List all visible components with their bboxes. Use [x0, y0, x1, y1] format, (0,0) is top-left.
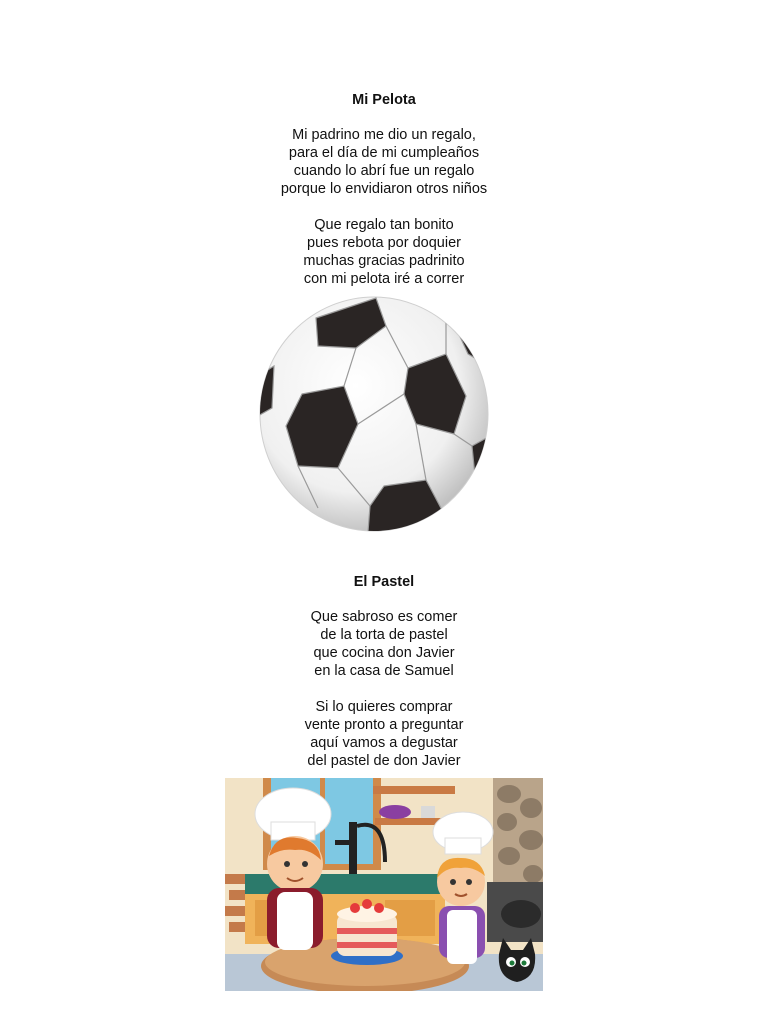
poem-line: cuando lo abrí fue un regalo: [293, 163, 475, 179]
poem-stanza: [0, 698, 768, 770]
poem-line: Mi padrino me dio un regalo,: [292, 127, 476, 143]
poem-line: muchas gracias padrinito: [303, 253, 465, 269]
kitchen-chefs-cake-illustration: [225, 778, 543, 991]
soccer-ball-icon: [258, 296, 490, 532]
poem-line: aquí vamos a degustar: [310, 735, 458, 751]
poem-line: con mi pelota iré a correr: [303, 271, 465, 287]
poem-line: vente pronto a preguntar: [304, 717, 464, 733]
poem-line: que cocina don Javier: [313, 645, 455, 661]
poem-stanza: [0, 608, 768, 680]
poem-stanza: [0, 126, 768, 198]
poem-el-pastel: [0, 573, 768, 770]
poem-line: pues rebota por doquier: [307, 235, 461, 251]
poem-title: El Pastel: [353, 574, 415, 590]
poem-line: en la casa de Samuel: [314, 663, 454, 679]
poem-mi-pelota: [0, 91, 768, 288]
poem-line: del pastel de don Javier: [307, 753, 461, 769]
poem-title: Mi Pelota: [352, 92, 416, 108]
poem-stanza: [0, 216, 768, 288]
poem-line: Si lo quieres comprar: [315, 699, 453, 715]
poem-line: Que regalo tan bonito: [314, 217, 454, 233]
poem-line: de la torta de pastel: [320, 627, 448, 643]
poem-line: porque lo envidiaron otros niños: [280, 181, 488, 197]
poem-line: para el día de mi cumpleaños: [288, 145, 480, 161]
poem-line: Que sabroso es comer: [310, 609, 458, 625]
